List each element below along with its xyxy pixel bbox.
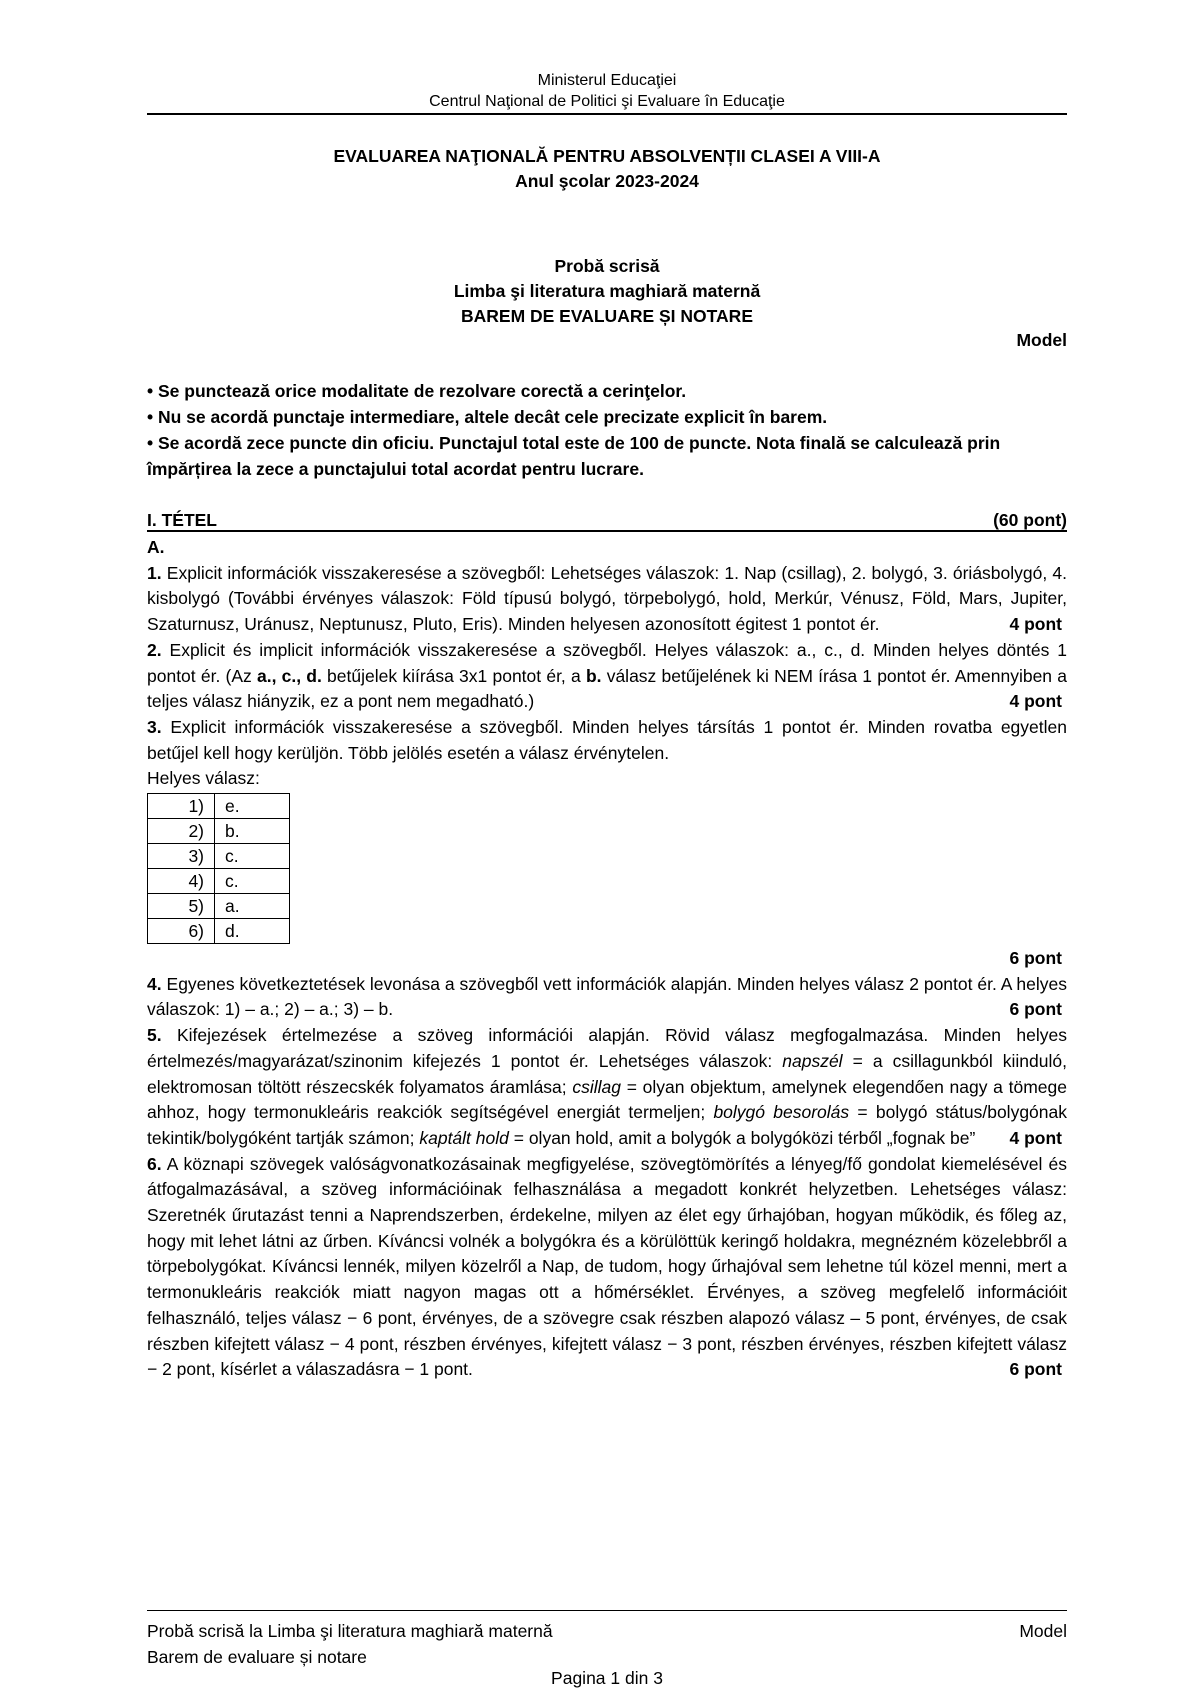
general-rules bbox=[147, 378, 1067, 482]
table-cell: 5) bbox=[148, 894, 215, 919]
table-cell: c. bbox=[215, 844, 290, 869]
question-points: 6 pont bbox=[1009, 948, 1062, 969]
term: napszél bbox=[782, 1050, 843, 1071]
answer-label: Helyes válasz: bbox=[147, 768, 260, 789]
table-cell: a. bbox=[215, 894, 290, 919]
table-cell: 4) bbox=[148, 869, 215, 894]
rule-2: • Nu se acordă punctaje intermediare, altele decât cele precizate explicit în barem. bbox=[147, 407, 828, 427]
question-points: 4 pont bbox=[1009, 691, 1062, 712]
rule-1: • Se punctează orice modalitate de rezolvare corectă a cerinţelor. bbox=[147, 381, 687, 401]
footer-doc-type: Barem de evaluare și notare bbox=[147, 1647, 367, 1667]
table-row bbox=[148, 844, 290, 869]
center-name: Centrul Naţional de Politici şi Evaluare în Educaţie bbox=[429, 93, 785, 110]
question-number: 2. bbox=[147, 639, 162, 660]
table-cell: c. bbox=[215, 869, 290, 894]
question-text: Explicit információk visszakeresése a szövegből. Minden helyes társítás 1 pontot ér. Minden rovatba egyetlen betűjel kell hogy kerüljön. Több jelölés esetén a válasz érvénytelen. bbox=[147, 716, 1067, 763]
table-row bbox=[148, 919, 290, 944]
title-line-2: Anul şcolar 2023-2024 bbox=[515, 171, 699, 191]
model-label: Model bbox=[1016, 330, 1067, 350]
question-text-bold: a., c., d. bbox=[256, 665, 322, 686]
table-row bbox=[148, 794, 290, 819]
question-text: Egyenes következtetések levonása a szövegből vett információk alapján. Minden helyes válasz 2 pontot ér. A helyes válaszok: 1) – a.; 2) – a.; 3) – b. bbox=[147, 973, 1067, 1020]
section-title: I. TÉTEL bbox=[147, 510, 217, 530]
definition: = bolygó státus/bolygónak tekintik/bolygóként tartják számon; bbox=[147, 1102, 1068, 1148]
title-line-1: EVALUAREA NAŢIONALĂ PENTRU ABSOLVENȚII CLASEI A VIII-A bbox=[333, 146, 881, 166]
table-cell: d. bbox=[215, 919, 290, 944]
table-cell: 3) bbox=[148, 844, 215, 869]
question-points: 4 pont bbox=[1009, 1127, 1062, 1148]
term: bolygó besorolás bbox=[713, 1102, 850, 1123]
question-text: Explicit információk visszakeresése a szövegből: Lehetséges válaszok: 1. Nap (csillag), 2. bolygó, 3. óriásbolygó, 4. kisbolygó (További érvényes válaszok: Föld típusú bolygó, törpebolygó, hold, Merkúr, Vénusz, Föld, Mars, Jupiter, Szaturnusz, Uránusz, Neptunusz, Pluto, Eris). Minden helyesen azonosított égitest 1 pontot ér. bbox=[147, 562, 1068, 635]
question-points: 6 pont bbox=[1009, 1359, 1062, 1380]
header-divider bbox=[147, 113, 1067, 115]
question-number: 3. bbox=[147, 716, 162, 737]
page-number: Pagina 1 din 3 bbox=[551, 1668, 663, 1688]
footer-divider bbox=[147, 1610, 1067, 1611]
question-3 bbox=[147, 715, 1067, 766]
question-number: 1. bbox=[147, 562, 162, 583]
footer-subject: Probă scrisă la Limba şi literatura maghiară maternă bbox=[147, 1621, 553, 1641]
table-cell: 2) bbox=[148, 819, 215, 844]
question-text: Kifejezések értelmezése a szöveg információi alapján. Rövid válasz megfogalmazása. Minden helyes értelmezés/magyarázat/szinonim kifejezés 1 pontot ér. Lehetséges válaszok: bbox=[147, 1025, 1067, 1071]
question-text: betűjelek kiírása 3x1 pontot ér, a bbox=[321, 665, 586, 686]
title-line-5: BAREM DE EVALUARE ȘI NOTARE bbox=[460, 306, 753, 326]
definition: = olyan objektum, amelynek elegendően nagy a tömege ahhoz, hogy termonukleáris reakciók segítségével energiát termeljen; bbox=[147, 1076, 1067, 1123]
question-1 bbox=[147, 561, 1067, 638]
exam-subtitle bbox=[147, 254, 1067, 329]
table-cell: 6) bbox=[148, 919, 215, 944]
question-number: 6. bbox=[147, 1153, 162, 1174]
question-4 bbox=[147, 972, 1067, 1023]
document-page bbox=[147, 0, 1067, 1696]
section-heading bbox=[147, 510, 1067, 532]
table-cell: 1) bbox=[148, 794, 215, 819]
ministry-name: Ministerul Educaţiei bbox=[537, 72, 677, 89]
table-row bbox=[148, 819, 290, 844]
answer-table bbox=[147, 793, 290, 944]
table-cell: e. bbox=[215, 794, 290, 819]
subsection-label: A. bbox=[147, 537, 165, 557]
exam-title bbox=[147, 144, 1067, 194]
question-number: 5. bbox=[147, 1025, 162, 1046]
page-footer bbox=[147, 1618, 1067, 1670]
answer-key-body bbox=[147, 535, 1067, 1383]
title-line-4: Limba şi literatura maghiară maternă bbox=[453, 281, 761, 301]
question-text-bold: b. bbox=[585, 665, 602, 686]
question-points: 6 pont bbox=[1009, 999, 1062, 1020]
page-header bbox=[147, 70, 1067, 112]
question-5 bbox=[147, 1023, 1067, 1152]
table-row bbox=[148, 869, 290, 894]
question-text: Explicit és implicit információk visszakeresése a szövegből. Helyes válaszok: a., c., d. Minden helyes döntés 1 pontot ér. (Az bbox=[147, 639, 1067, 686]
term: kaptált hold bbox=[419, 1127, 509, 1148]
definition: = a csillagunkból kiinduló, elektromosan töltött részecskék folyamatos áramlása; bbox=[147, 1050, 1067, 1097]
section-points: (60 pont) bbox=[993, 510, 1067, 530]
table-row bbox=[148, 894, 290, 919]
question-number: 4. bbox=[147, 973, 162, 994]
definition: = olyan hold, amit a bolygók a bolygóközi térből „fognak be” bbox=[508, 1127, 976, 1148]
footer-model: Model bbox=[1019, 1621, 1067, 1641]
question-6 bbox=[147, 1152, 1067, 1383]
title-line-3: Probă scrisă bbox=[554, 256, 660, 276]
rule-3: • Se acordă zece puncte din oficiu. Punctajul total este de 100 de puncte. Nota finală se calculează prin împărțirea la zece a punctajului total acordat pentru lucrare. bbox=[147, 433, 1001, 479]
question-text: A köznapi szövegek valóságvonatkozásainak megfigyelése, szövegtömörítés a lényeg/fő gondolat kiemelésével és átfogalmazásával, a szöveg információinak felhasználása a megadott konkrét helyzetben. Lehetséges válasz: Szeretnék űrutazást tenni a Naprendszerben, érdekelne, milyen az élet egy űrhajóban, hogyan működik, és főleg az, hogy mit lehet látni az űrben. Kíváncsi volnék a bolygókra és a körülöttük keringő holdakra, megnézném közelebbről a törpebolygókat. Kíváncsi lennék, milyen közelről a Nap, de tudom, hogy űrhajóval sem lehetne túl közel menni, mert a termonukleáris reakciók miatt nagyon magas ott a hőmérséklet. Érvényes, a szöveg megfelelő információit felhasználó, teljes válasz − 6 pont, érvényes, de a szövegre csak részben alapozó válasz – 5 pont, érvényes, de csak részben kifejtett válasz − 4 pont, részben érvényes, kifejtett válasz − 3 pont, részben érvényes, részben kifejtett válasz − 2 pont, kísérlet a válaszadásra − 1 pont. bbox=[147, 1153, 1067, 1380]
table-cell: b. bbox=[215, 819, 290, 844]
question-2 bbox=[147, 638, 1067, 715]
question-points: 4 pont bbox=[1009, 614, 1062, 635]
question-text: válasz betűjelének ki NEM írása 1 pontot ér. Amennyiben a teljes válasz hiányzik, ez a pont nem megadható.) bbox=[147, 665, 1067, 712]
term: csillag bbox=[572, 1076, 621, 1097]
